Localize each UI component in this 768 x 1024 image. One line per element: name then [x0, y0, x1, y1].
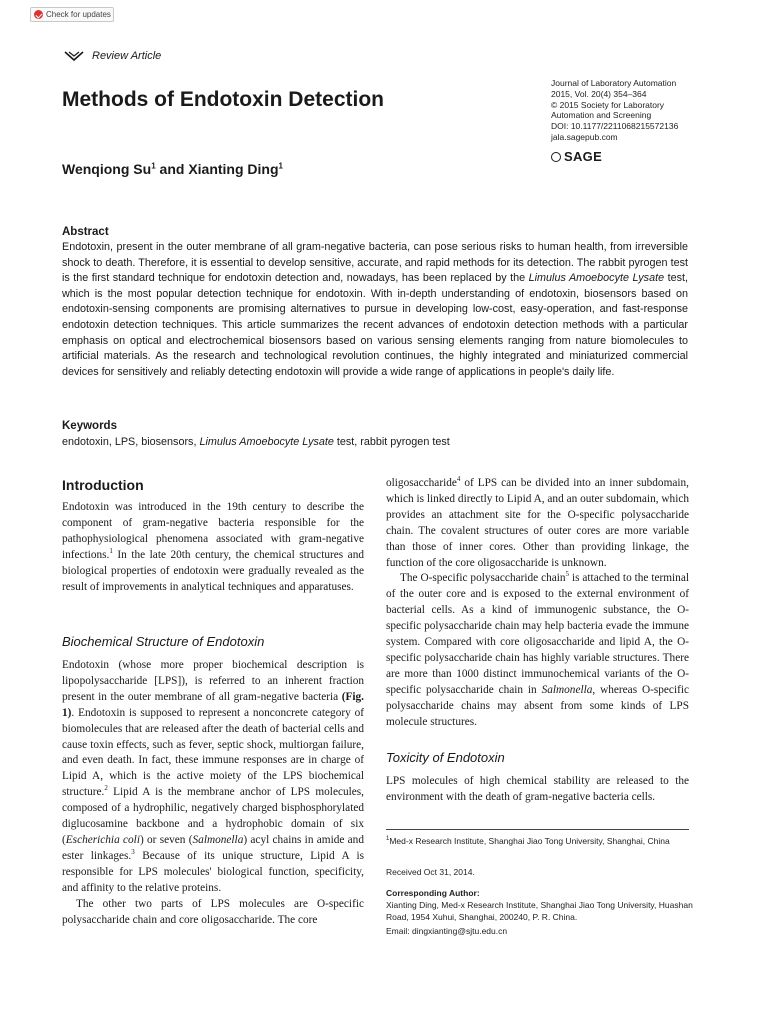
keywords-list	[62, 436, 450, 448]
biochem-text-6: Because of its unique structure, Lipid A is responsible for LPS molecules' biological function, specificity, and affinity to the relative proteins.	[62, 849, 365, 894]
species-name: Salmonella	[192, 833, 244, 846]
keywords-heading: Keywords	[62, 420, 117, 432]
abstract-italic: Limulus Amoebocyte Lysate	[528, 272, 665, 285]
check-updates-icon	[34, 10, 43, 19]
sage-icon	[551, 152, 561, 162]
footnote-divider	[386, 829, 689, 830]
citation-ref[interactable]: 5	[565, 570, 570, 579]
abstract-text: Endotoxin, present in the outer membrane of all gram-negative bacteria, can pose serious risks to human health, from irreversible shock to death. Therefore, it is essential to develop sensitive, accurate, and rapid methods for its detection. The rabbit pyrogen test is the first standard technique for endotoxin detection and, nowadays, has been replaced by the	[62, 241, 688, 285]
corresponding-author-address: Xianting Ding, Med-x Research Institute, Shanghai Jiao Tong University, Huashan Road, 1954 Xuhui, Shanghai, 200240, P. R. China.	[386, 900, 693, 922]
keywords-text-end: test, rabbit pyrogen test	[333, 436, 450, 448]
author-name[interactable]: Wenqiong Su	[62, 161, 152, 177]
journal-info	[551, 78, 721, 143]
affiliation-mark: 1	[386, 836, 390, 842]
toxicity-paragraph	[386, 774, 689, 806]
right-text-2: of LPS can be divided into an inner subdomain, which is linked directly to Lipid A, and an outer subdomain, which provides an attachment site for the O-specific polysaccharide chain. The covalent structures of outer cores are more variable than those of inner cores. Other than providing linkage, the function of the core oligosaccharide is unknown.	[386, 477, 689, 569]
right-text-5: , whereas O-specific polysaccharide chains may absent from some kinds of LPS molecule structures.	[386, 683, 689, 728]
abstract-heading: Abstract	[62, 226, 109, 238]
doi[interactable]: DOI: 10.1177/2211068215572136	[551, 121, 679, 132]
figure-ref[interactable]: (Fig. 1)	[62, 690, 364, 719]
copyright-line-2: Automation and Screening	[551, 110, 652, 121]
affiliation-mark: 1	[278, 161, 283, 171]
publisher-logo	[551, 149, 602, 164]
article-type-label: Review Article	[92, 50, 162, 62]
copyright-line: © 2015 Society for Laboratory	[551, 99, 665, 110]
check-updates-label: Check for updates	[46, 10, 111, 19]
author-list	[62, 161, 283, 177]
received-date: Received Oct 31, 2014.	[386, 867, 475, 877]
right-column-body	[386, 476, 689, 731]
author-joiner: and	[155, 161, 189, 177]
corresponding-author-heading: Corresponding Author:	[386, 888, 480, 898]
biochem-text: Endotoxin (whose more proper biochemical description is lipopolysaccharide [LPS]), is referred to an inherent fraction present in the outer membrane of all gram-negative bacteria	[62, 659, 364, 703]
right-text-3: The O-specific polysaccharide chain	[400, 572, 566, 585]
right-text-4: is attached to the terminal of the outer core and is exposed to the external environment of bacterial cells. As a kind of immunogenic substance, the O-specific polysaccharide chain may help bacteria evade the immune system. Compared with core oligosaccharide and lipid A, the O-specific polysaccharide chain has highly variable structures. There are more than 1000 distinct immunochemical variants of the O-specific polysaccharide chain in	[386, 572, 689, 696]
species-name: Escherichia coli	[65, 833, 140, 846]
check-for-updates-badge[interactable]	[30, 7, 114, 22]
right-text: oligosaccharide	[386, 477, 457, 489]
author-name[interactable]: Xianting Ding	[188, 161, 279, 177]
section-heading-toxicity: Toxicity of Endotoxin	[386, 750, 505, 765]
biochem-text-3: Lipid A is the membrane anchor of LPS molecules, composed of a hydrophilic, negatively charged bisphosphorylated diglucosamine backbone and a hydrophobic domain of six (	[62, 786, 364, 846]
biochem-body	[62, 658, 364, 928]
journal-volume: 2015, Vol. 20(4) 354–364	[551, 88, 647, 99]
abstract-body	[62, 240, 688, 380]
toxicity-text: LPS molecules of high chemical stability are released to the environment with the death of gram-negative bacteria cells.	[386, 775, 689, 803]
affiliation-mark: 1	[151, 161, 156, 171]
abstract-text-end: test, which is the most popular detection technique for endotoxin. With in-depth understanding of endotoxin, biosensors based on endotoxin-sensing components are promising alternatives to pursue in developing low-cost, easy-operation, and fast-response endotoxin detection techniques. This article summarizes the recent advances of endotoxin detection methods with a particular emphasis on optical and electrochemical biosensors based on various sensing elements ranging from nature biomolecules to artificial materials. As the research and technological revolution continues, the highly integrated and miniaturized commercial devices for sensitively and reliably detecting endotoxin will provide a wide range of applications in people's daily life.	[62, 272, 688, 378]
intro-text-2: In the late 20th century, the chemical structures and biological properties of endotoxin were gradually revealed as the result of improvements in analytical techniques and apparatuses.	[62, 548, 364, 593]
publisher-name: SAGE	[564, 149, 603, 164]
citation-ref[interactable]: 4	[456, 475, 461, 484]
citation-ref[interactable]: 2	[104, 784, 108, 793]
citation-ref[interactable]: 1	[109, 546, 113, 555]
species-name: Salmonella	[541, 683, 593, 696]
citation-ref[interactable]: 3	[131, 848, 135, 857]
journal-name: Journal of Laboratory Automation	[551, 78, 677, 88]
article-title: Methods of Endotoxin Detection	[62, 88, 384, 111]
keywords-italic: Limulus Amoebocyte Lysate	[199, 436, 334, 448]
affiliation-footnote	[386, 834, 696, 847]
affiliation-text: Med-x Research Institute, Shanghai Jiao Tong University, Shanghai, China	[389, 835, 670, 846]
biochem-text-4: ) or seven (	[139, 833, 193, 846]
section-heading-introduction: Introduction	[62, 477, 144, 493]
intro-text: Endotoxin was introduced in the 19th century to describe the component of gram-negative bacteria responsible for the pathophysiological phenomena associated with gram-negative infections.	[62, 501, 364, 561]
biochem-text-2: . Endotoxin is supposed to represent a nonconcrete category of biomolecules that are released after the death of bacterial cells and cause toxin effects, such as fever, septic shock, multiorgan failure, and even death. In fact, these immune responses are in charge of Lipid A, which is the active moiety of the LPS biochemical structure.	[62, 706, 364, 799]
biochem-text-5: ) acyl chains in amide and ester linkages.	[62, 833, 364, 862]
biochem-paragraph-2: The other two parts of LPS molecules are O-specific polysaccharide chain and core oligosaccharide. The core	[62, 897, 364, 926]
section-heading-biochemical-structure: Biochemical Structure of Endotoxin	[62, 634, 265, 649]
intro-paragraph	[62, 500, 364, 595]
corresponding-author-email[interactable]: Email: dingxianting@sjtu.edu.cn	[386, 926, 508, 936]
article-type	[64, 50, 161, 62]
journal-url[interactable]: jala.sagepub.com	[551, 131, 618, 142]
keywords-text: endotoxin, LPS, biosensors,	[62, 436, 200, 448]
journal-logo-icon	[64, 50, 84, 62]
